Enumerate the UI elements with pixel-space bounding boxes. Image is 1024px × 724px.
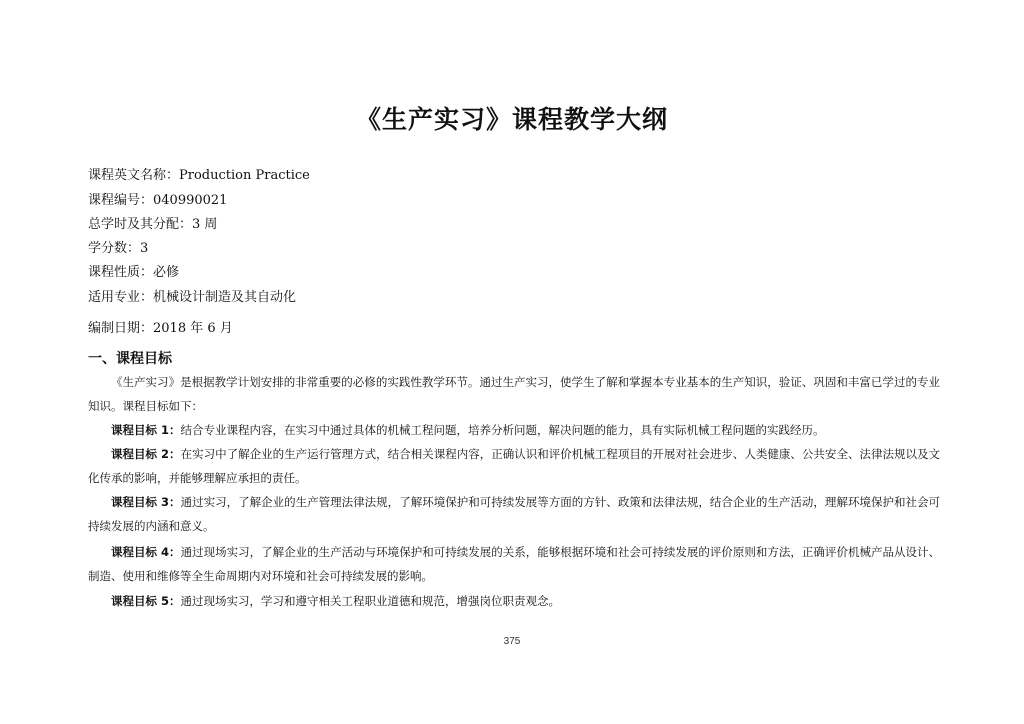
intro-paragraph: 《生产实习》是根据教学计划安排的非常重要的必修的实践性教学环节。通过生产实习，使学生了解和掌握本专业基本的生产知识，验证、巩固和丰富已学过的专业知识。课程目标如下： [88,375,940,413]
objective-4: 课程目标 4：通过现场实习，了解企业的生产活动与环境保护和可持续发展的关系，能够根据环境和社会可持续发展的评价原则和方法，正确评价机械产品从设计、制造、使用和维修等全生命周期内对环境和社会可持续发展的影响。 [88,545,940,583]
meta-hours: 总学时及其分配：3 周 [88,217,218,232]
meta-course-type: 课程性质：必修 [88,265,180,280]
meta-credits: 学分数：3 [88,241,149,256]
objective-3: 课程目标 3：通过实习，了解企业的生产管理法律法规，了解环境保护和可持续发展等方面的方针、政策和法律法规，结合企业的生产活动，理解环境保护和社会可持续发展的内涵和意义。 [88,495,940,533]
meta-major: 适用专业：机械设计制造及其自动化 [88,290,297,305]
objective-5: 课程目标 5：通过现场实习，学习和遵守相关工程职业道德和规范，增强岗位职责观念。 [111,594,561,608]
page-title: 《生产实习》课程教学大纲 [355,105,668,134]
meta-english-name: 课程英文名称：Production Practice [88,168,310,183]
section-heading: 一、课程目标 [88,351,172,367]
objective-1: 课程目标 1：结合专业课程内容，在实习中通过具体的机械工程问题，培养分析问题，解决问题的能力，具有实际机械工程问题的实践经历。 [111,423,825,437]
page-number: 375 [503,636,521,647]
meta-date: 编制日期：2018 年 6 月 [88,321,233,336]
meta-course-code: 课程编号：040990021 [88,193,228,208]
objective-2: 课程目标 2：在实习中了解企业的生产运行管理方式，结合相关课程内容，正确认识和评价机械工程项目的开展对社会进步、人类健康、公共安全、法律法规以及文化传承的影响，并能够理解应承担的责任。 [88,447,940,485]
